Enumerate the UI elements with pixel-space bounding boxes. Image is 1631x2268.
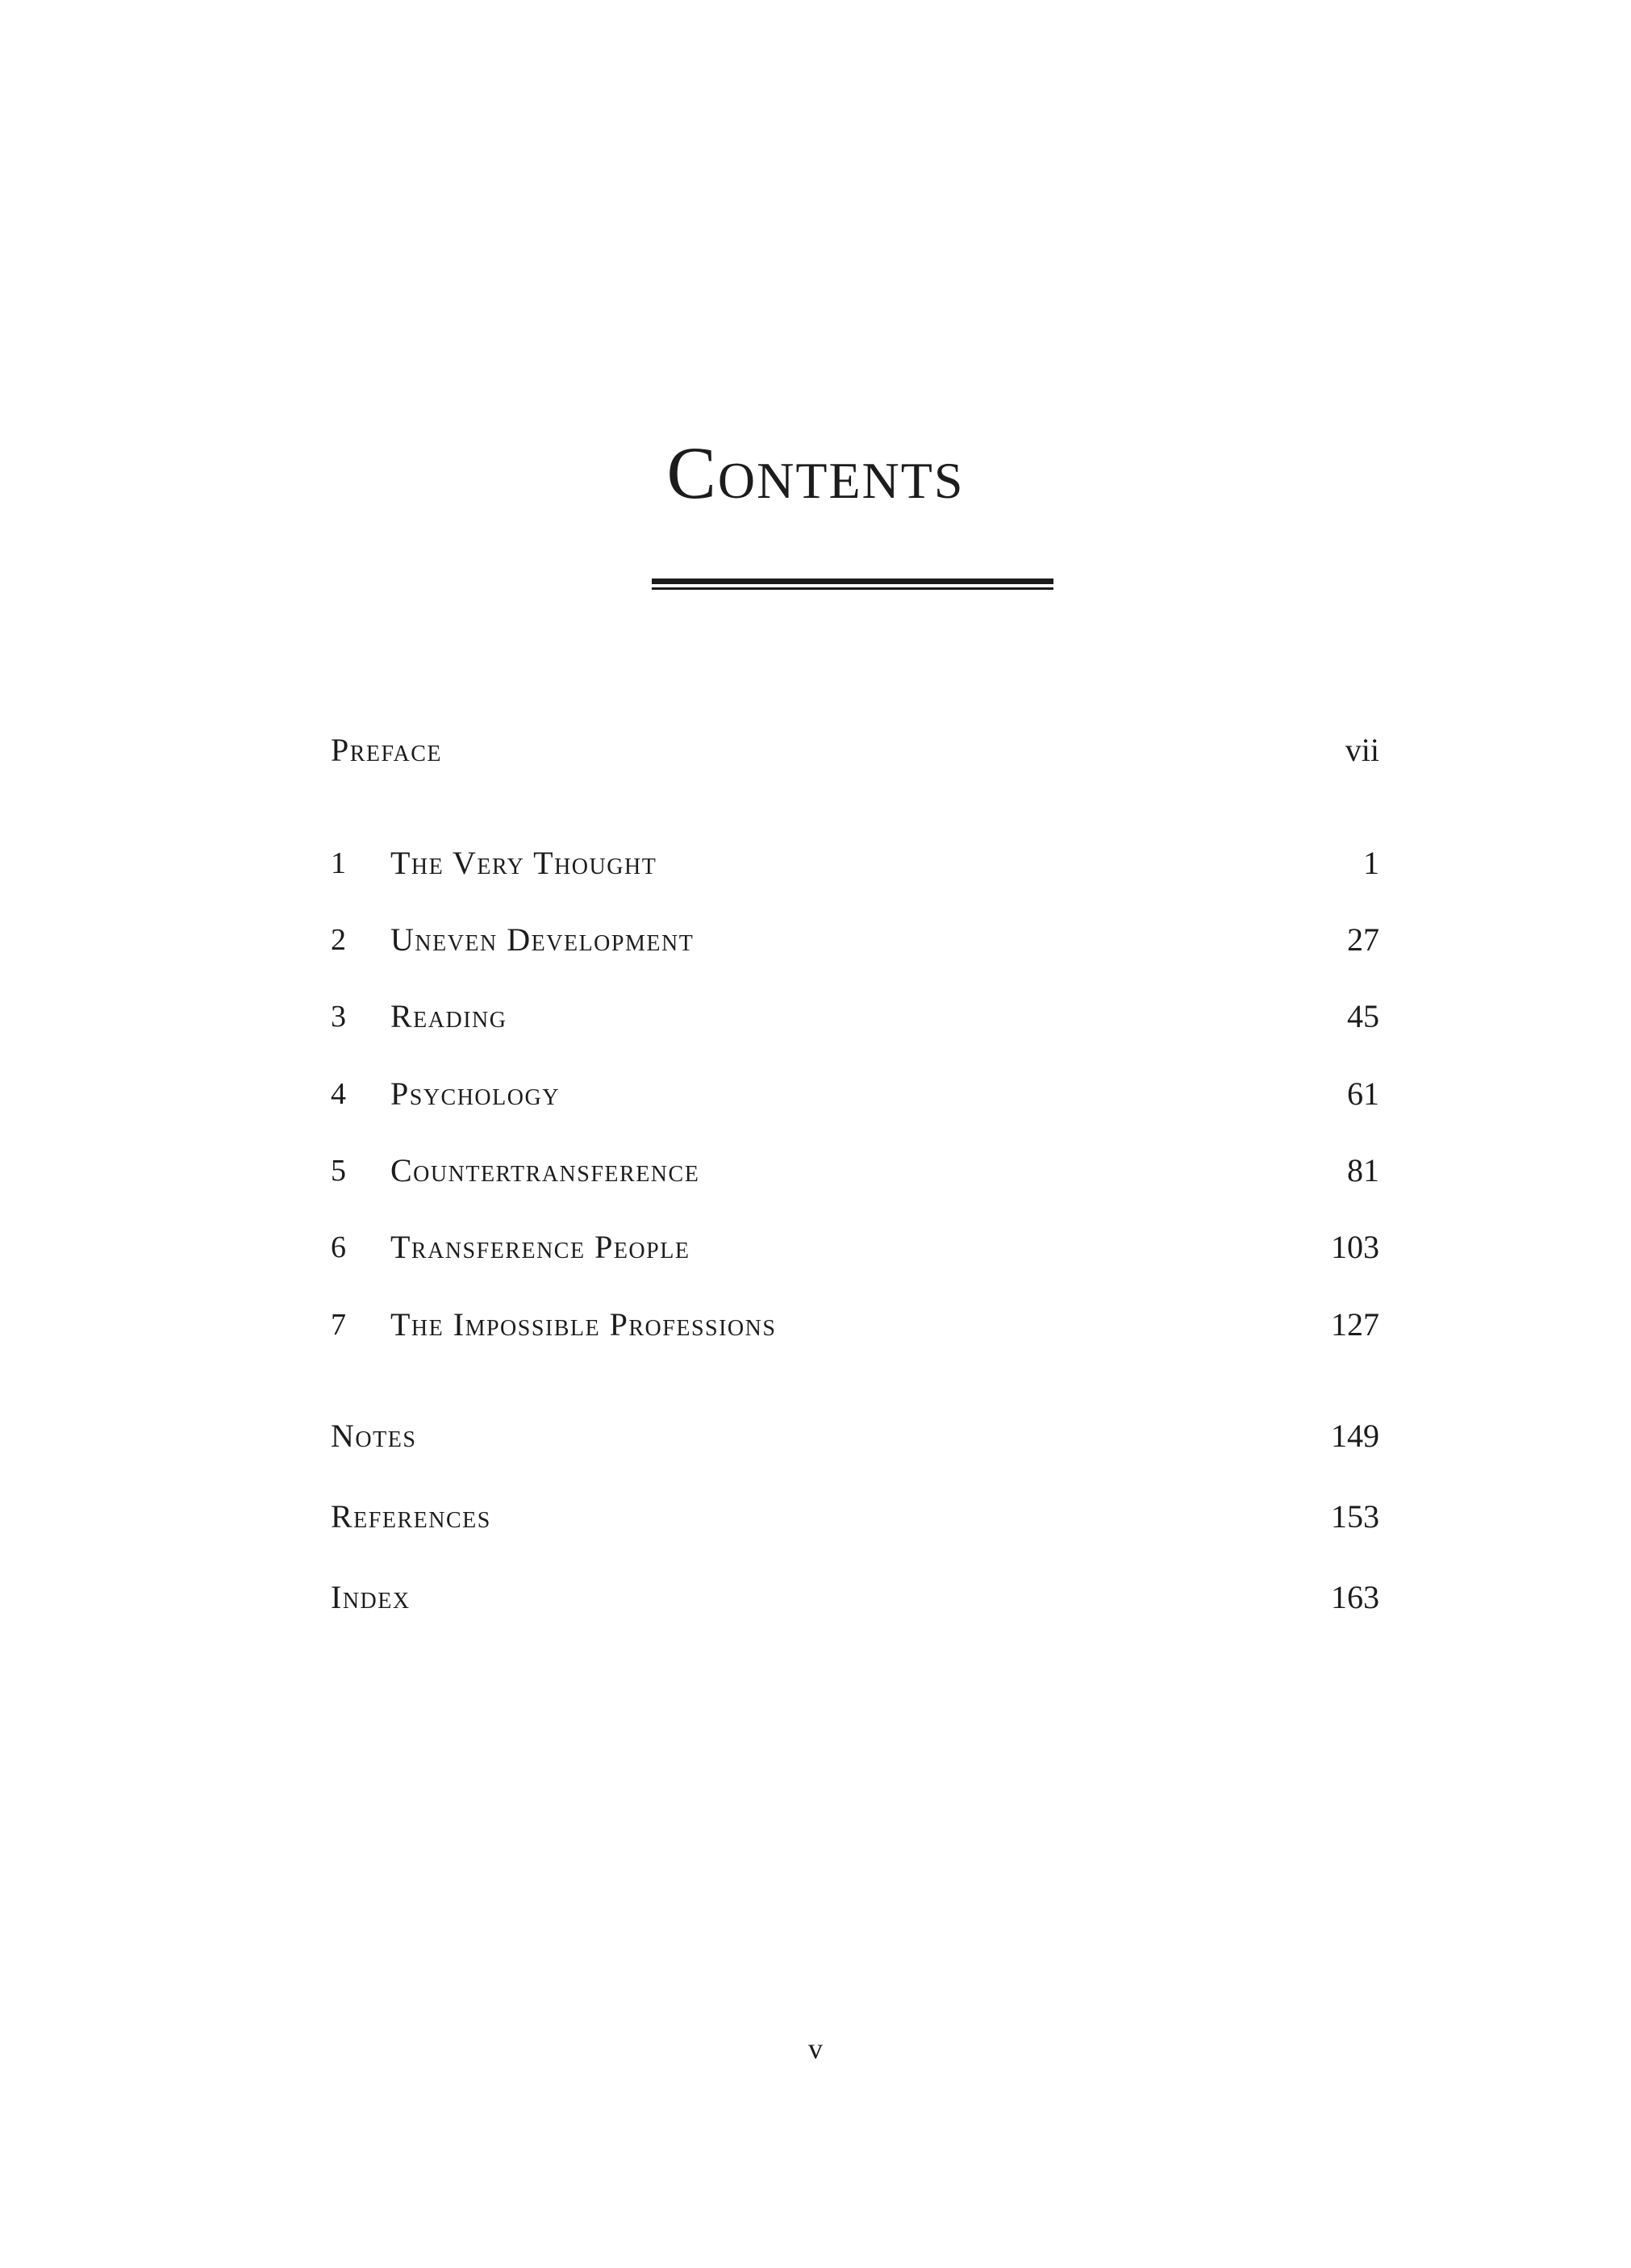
toc-entry-chapter-5 [331,1147,1379,1195]
toc-entry-label: Preface [331,732,443,768]
toc-entry-preface [331,726,1379,775]
page-title: Contents [666,432,965,514]
toc-entry-page: 81 [1347,1152,1379,1188]
chapter-number: 4 [331,1077,346,1111]
toc-entry-label: Notes [331,1418,417,1454]
chapter-number: 1 [331,846,346,880]
chapter-number: 7 [331,1308,346,1342]
toc-entry-page: 45 [1347,998,1379,1034]
toc-entry-label: References [331,1498,491,1535]
toc-entry-page: 61 [1347,1076,1379,1112]
chapter-number: 6 [331,1230,346,1264]
toc-entry-page: 149 [1331,1418,1379,1454]
toc-entry-label: Reading [390,998,507,1034]
toc-entry-page: vii [1345,732,1379,768]
toc-entry-notes [331,1412,1379,1460]
toc-entry-label: Transference People [390,1229,690,1265]
toc-entry-label: The Very Thought [390,845,657,881]
toc-entry-chapter-1 [331,839,1379,888]
toc-entry-page: 103 [1331,1229,1379,1265]
toc-entry-label: Countertransference [390,1152,700,1188]
toc-entry-chapter-7 [331,1301,1379,1349]
chapter-number: 2 [331,923,346,957]
toc-entry-page: 163 [1331,1579,1379,1615]
title-rule-thick [652,578,1053,584]
toc-entry-chapter-6 [331,1223,1379,1272]
toc-entry-index [331,1573,1379,1622]
toc-entry-label: Psychology [390,1076,560,1112]
toc-entry-chapter-4 [331,1070,1379,1118]
page-number: v [808,2032,823,2065]
toc-entry-page: 27 [1347,921,1379,958]
toc-entry-label: The Impossible Professions [390,1306,777,1343]
title-rule-thin [652,587,1053,590]
toc-entry-page: 1 [1363,845,1379,881]
toc-entry-label: Uneven Development [390,921,695,958]
toc-entry-chapter-3 [331,992,1379,1041]
toc-entry-references [331,1493,1379,1541]
toc-entry-page: 153 [1331,1498,1379,1535]
toc-entry-label: Index [331,1579,411,1615]
chapter-number: 5 [331,1154,346,1188]
chapter-number: 3 [331,1000,346,1034]
toc-entry-page: 127 [1331,1306,1379,1343]
toc-entry-chapter-2 [331,916,1379,964]
